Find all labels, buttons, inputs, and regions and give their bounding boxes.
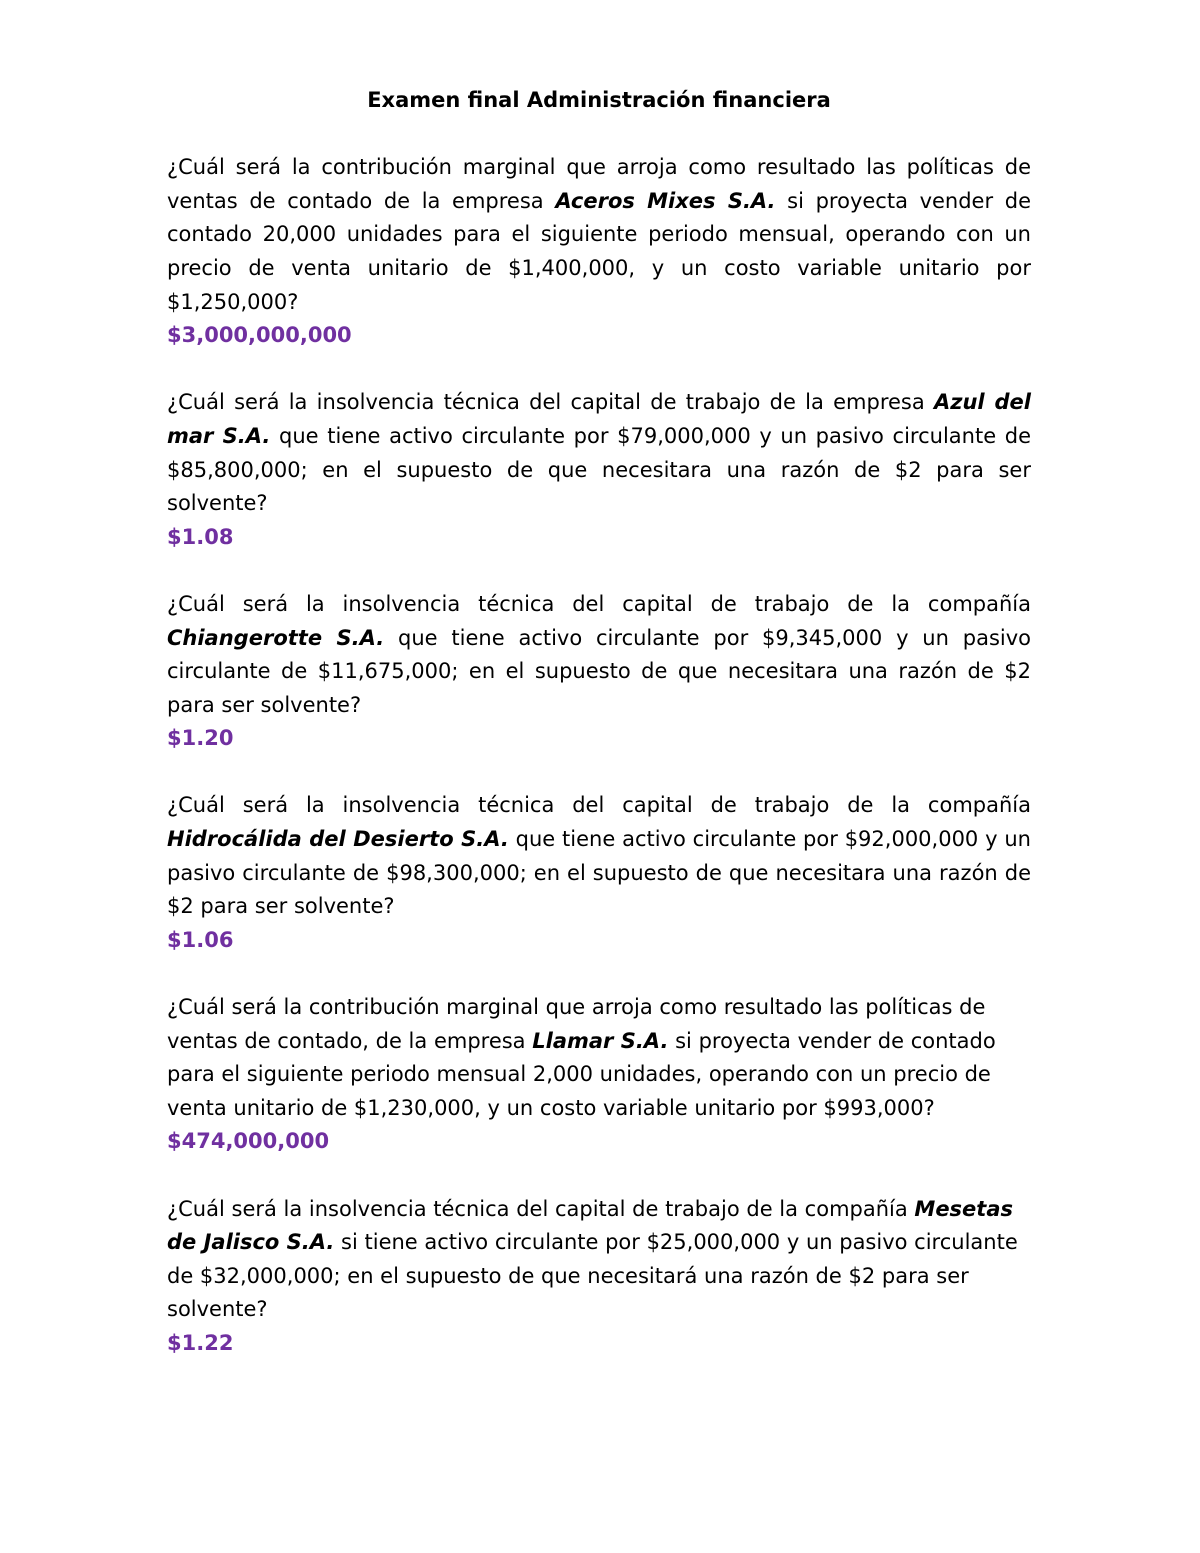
question-rest: si proyecta vender de contado para el siguiente periodo mensual 2,000 unidades, operando con un precio de venta unitario de $1,230,000, y un costo variable unitario por $993,000? bbox=[167, 1028, 996, 1120]
question-rest: que tiene activo circulante por $79,000,000 y un pasivo circulante de $85,800,000; en el supuesto de que necesitara una razón de $2 para ser solvente? bbox=[167, 423, 1031, 516]
question-block-5 bbox=[167, 991, 1031, 1159]
company-name: Mesetas de Jalisco S.A. bbox=[167, 1196, 1014, 1255]
question-block-1 bbox=[167, 151, 1031, 353]
question-text bbox=[167, 789, 1031, 923]
question-text bbox=[167, 588, 1031, 722]
question-text bbox=[167, 386, 1031, 520]
question-lead: ¿Cuál será la insolvencia técnica del capital de trabajo de la compañía bbox=[167, 793, 1031, 818]
answer-value: $1.06 bbox=[167, 927, 234, 952]
document-title: Examen final Administración financiera bbox=[367, 88, 831, 112]
company-name: Azul del mar S.A. bbox=[167, 390, 1031, 448]
question-lead: ¿Cuál será la contribución marginal que arroja como resultado las políticas de ventas de contado, de la empresa bbox=[167, 995, 986, 1053]
company-name: Llamar S.A. bbox=[532, 1028, 669, 1053]
question-rest: si tiene activo circulante por $25,000,000 y un pasivo circulante de $32,000,000; en el supuesto de que necesitará una razón de $2 para ser solvente? bbox=[167, 1230, 1018, 1322]
question-block-2 bbox=[167, 386, 1031, 554]
question-rest: que tiene activo circulante por $92,000,000 y un pasivo circulante de $98,300,000; en el supuesto de que necesitara una razón de $2 para ser solvente? bbox=[167, 827, 1031, 919]
question-lead: ¿Cuál será la insolvencia técnica del capital de trabajo de la compañía bbox=[167, 591, 1031, 616]
question-lead: ¿Cuál será la insolvencia técnica del capital de trabajo de la compañía bbox=[167, 1196, 915, 1221]
company-name: Aceros Mixes S.A. bbox=[555, 188, 776, 213]
question-rest: si proyecta vender de contado 20,000 unidades para el siguiente periodo mensual, operando con un precio de venta unitario de $1,400,000, y un costo variable unitario por $1,250,000? bbox=[167, 188, 1031, 314]
company-name: Chiangerotte S.A. bbox=[167, 625, 385, 650]
question-text bbox=[167, 151, 1031, 319]
question-rest: que tiene activo circulante por $9,345,000 y un pasivo circulante de $11,675,000; en el supuesto de que necesitara una razón de $2 para ser solvente? bbox=[167, 625, 1031, 717]
question-block-3 bbox=[167, 588, 1031, 756]
company-name: Hidrocálida del Desierto S.A. bbox=[167, 827, 509, 852]
question-text bbox=[167, 1193, 1031, 1327]
question-lead: ¿Cuál será la insolvencia técnica del capital de trabajo de la empresa bbox=[167, 390, 934, 415]
answer-value: $1.20 bbox=[167, 726, 234, 751]
question-block-4 bbox=[167, 789, 1031, 957]
answer-value: $3,000,000,000 bbox=[167, 323, 352, 348]
question-text bbox=[167, 991, 1031, 1125]
answer-value: $1.22 bbox=[167, 1330, 234, 1355]
question-block-6 bbox=[167, 1193, 1031, 1361]
document-body bbox=[167, 84, 1031, 1394]
question-lead: ¿Cuál será la contribución marginal que arroja como resultado las políticas de ventas de contado de la empresa bbox=[167, 155, 1031, 213]
answer-value: $474,000,000 bbox=[167, 1129, 330, 1154]
answer-value: $1.08 bbox=[167, 524, 234, 549]
